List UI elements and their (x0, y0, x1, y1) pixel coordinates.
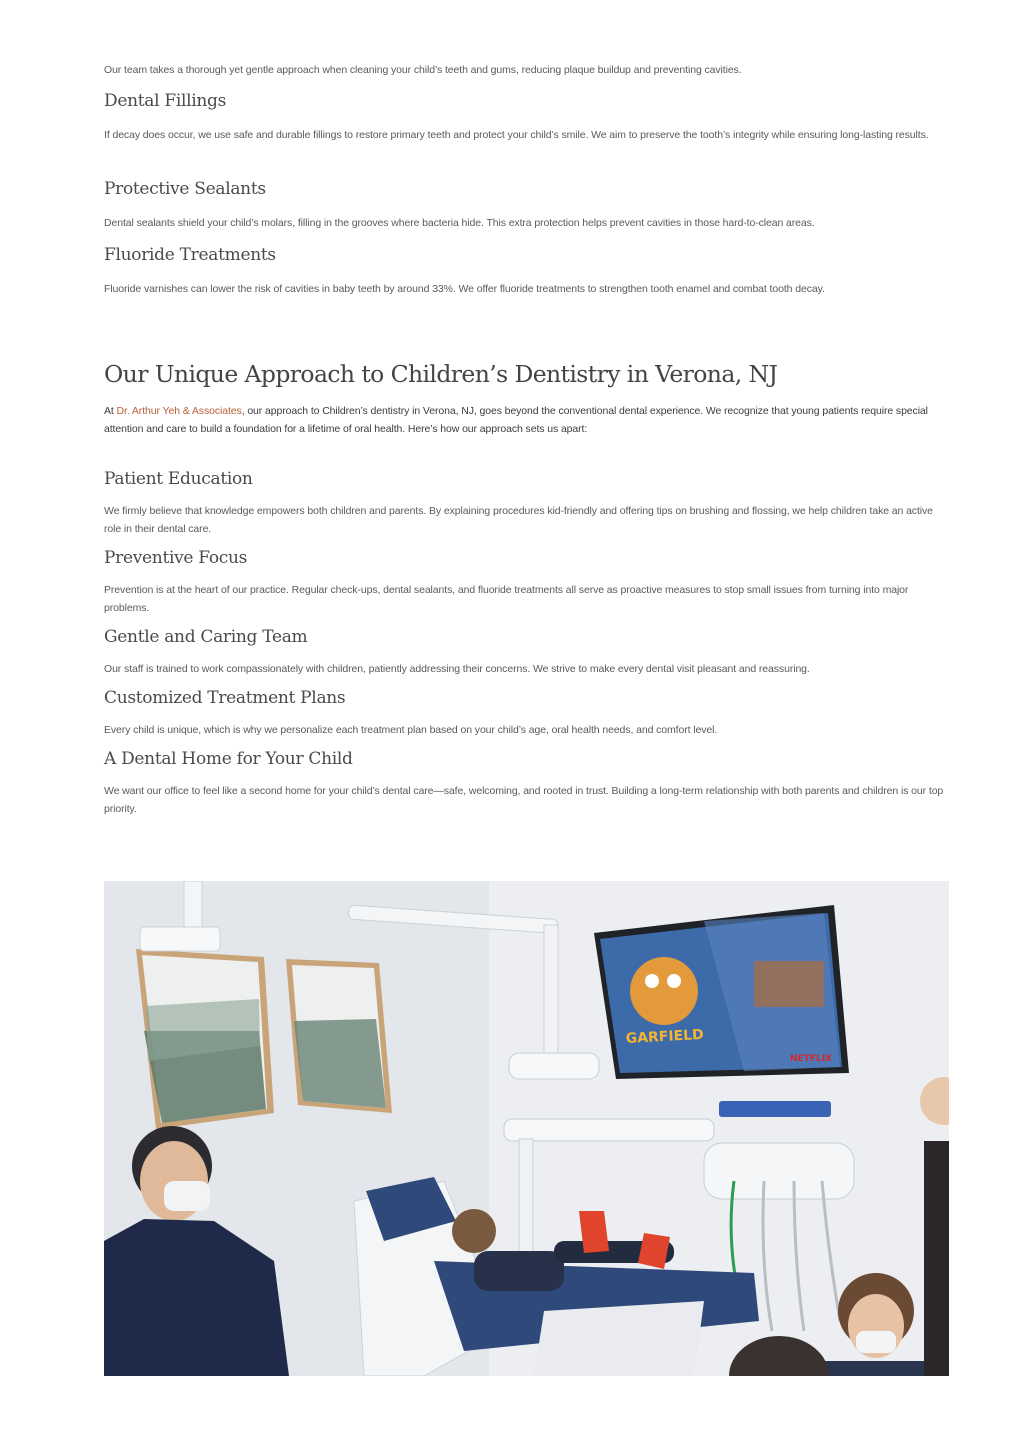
service-text-fillings: If decay does occur, we use safe and durable fillings to restore primary teeth and protect your child’s smile. We aim to preserve the tooth’s integrity while ensuring long-lasting results. (104, 129, 929, 141)
service-title-fillings: Dental Fillings (104, 91, 227, 111)
approach-intro (104, 402, 949, 438)
service-title-fluoride: Fluoride Treatments (104, 245, 276, 265)
approach-text-preventive: Prevention is at the heart of our practice. Regular check-ups, dental sealants, and fluoride treatments all serve as proactive measures to stop small issues from turning into major problems. (104, 584, 909, 614)
dental-office-illustration (104, 881, 949, 1376)
practice-link[interactable]: Dr. Arthur Yeh & Associates (116, 405, 242, 417)
approach-title-preventive: Preventive Focus (104, 548, 248, 568)
approach-text-gentle: Our staff is trained to work compassionately with children, patiently addressing their concerns. We strive to make every dental visit pleasant and reassuring. (104, 663, 810, 675)
intro-suffix: , our approach to Children’s dentistry in Verona, NJ, goes beyond the conventional dental experience. We recognize that young patients require special attention and care to build a foundation for a lifetime of oral health. Here’s how our approach sets us apart: (104, 405, 928, 435)
intro-prefix: At (104, 405, 117, 417)
tv-show-title: GARFIELD (625, 1026, 705, 1047)
service-text-fluoride: Fluoride varnishes can lower the risk of cavities in baby teeth by around 33%. We offer fluoride treatments to strengthen tooth enamel and combat tooth decay. (104, 283, 825, 295)
wall-tv (594, 905, 849, 1079)
dental-office-photo (104, 881, 949, 1376)
wall-art-left (136, 949, 274, 1129)
wall-art-right (286, 959, 392, 1113)
tv-cartoon-character (630, 957, 698, 1025)
approach-title-education: Patient Education (104, 469, 253, 489)
approach-title-dental-home: A Dental Home for Your Child (104, 749, 353, 769)
approach-text-education: We firmly believe that knowledge empowers both children and parents. By explaining procedures kid-friendly and offering tips on brushing and flossing, we help children take an active role in their dental care. (104, 505, 933, 535)
approach-title-gentle: Gentle and Caring Team (104, 627, 308, 647)
approach-title-customized: Customized Treatment Plans (104, 688, 346, 708)
tv-streaming-brand: NETFLIX (790, 1054, 832, 1064)
service-title-sealants: Protective Sealants (104, 179, 266, 199)
cleanings-text: Our team takes a thorough yet gentle approach when cleaning your child’s teeth and gums, reducing plaque buildup and preventing cavities. (104, 64, 742, 76)
approach-text-customized: Every child is unique, which is why we personalize each treatment plan based on your child’s age, oral health needs, and comfort level. (104, 724, 718, 736)
service-text-sealants: Dental sealants shield your child’s molars, filling in the grooves where bacteria hide. This extra protection helps prevent cavities in those hard-to-clean areas. (104, 217, 815, 229)
approach-heading: Our Unique Approach to Children’s Dentistry in Verona, NJ (104, 360, 778, 388)
approach-text-dental-home: We want our office to feel like a second home for your child’s dental care—safe, welcoming, and rooted in trust. Building a long-term relationship with both parents and children is our top priority. (104, 785, 944, 815)
